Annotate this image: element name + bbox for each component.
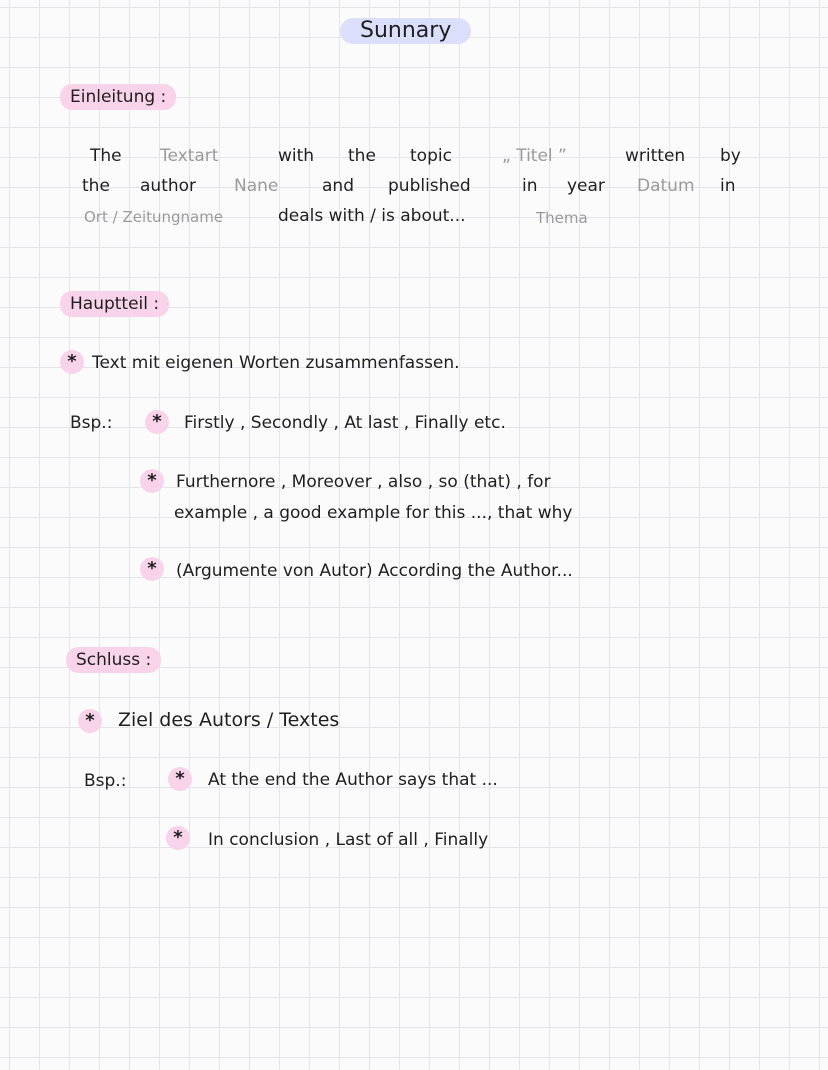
asterisk-icon: *	[145, 410, 169, 434]
intro-phrase: deals with / is about...	[278, 206, 466, 226]
intro-word: the	[348, 146, 376, 166]
intro-word: published	[388, 176, 471, 196]
main-example-3: (Argumente von Autor) According the Author...	[176, 561, 573, 581]
main-heading: Hauptteil :	[60, 291, 169, 317]
conclusion-example-2: In conclusion , Last of all , Finally	[208, 830, 489, 850]
intro-word: written	[625, 146, 686, 166]
main-bsp-label: Bsp.:	[70, 413, 113, 433]
intro-placeholder-datum: Datum	[637, 176, 695, 196]
conclusion-example-1: At the end the Author says that ...	[208, 770, 498, 790]
intro-word: in	[522, 176, 538, 196]
intro-word: The	[90, 146, 122, 166]
intro-word: year	[567, 176, 605, 196]
asterisk-icon: *	[140, 469, 164, 493]
intro-word: the	[82, 176, 110, 196]
intro-word: by	[720, 146, 741, 166]
intro-word: topic	[410, 146, 452, 166]
intro-placeholder-name: Nane	[234, 176, 279, 196]
intro-placeholder-thema: Thema	[536, 209, 588, 227]
conclusion-heading: Schluss :	[66, 647, 161, 673]
intro-word: and	[322, 176, 354, 196]
main-example-2-line-1: Furthernore , Moreover , also , so (that) , for	[176, 472, 551, 492]
intro-word: author	[140, 176, 197, 196]
main-example-2-line-2: example , a good example for this ..., that why	[174, 503, 573, 523]
asterisk-icon: *	[60, 350, 84, 374]
intro-placeholder-ort: Ort / Zeitungname	[84, 208, 224, 226]
intro-word: with	[278, 146, 315, 166]
conclusion-bsp-label: Bsp.:	[84, 771, 127, 791]
conclusion-point: Ziel des Autors / Textes	[118, 709, 340, 731]
main-point: Text mit eigenen Worten zusammenfassen.	[92, 353, 460, 373]
intro-placeholder-titel: „ Titel ”	[502, 146, 567, 166]
asterisk-icon: *	[140, 557, 164, 581]
asterisk-icon: *	[168, 767, 192, 791]
asterisk-icon: *	[166, 826, 190, 850]
intro-placeholder-textart: Textart	[160, 146, 219, 166]
main-example-1: Firstly , Secondly , At last , Finally etc.	[184, 413, 506, 433]
intro-word: in	[720, 176, 736, 196]
intro-heading: Einleitung :	[60, 84, 176, 110]
asterisk-icon: *	[78, 709, 102, 733]
page-title: Sunnary	[340, 18, 471, 44]
